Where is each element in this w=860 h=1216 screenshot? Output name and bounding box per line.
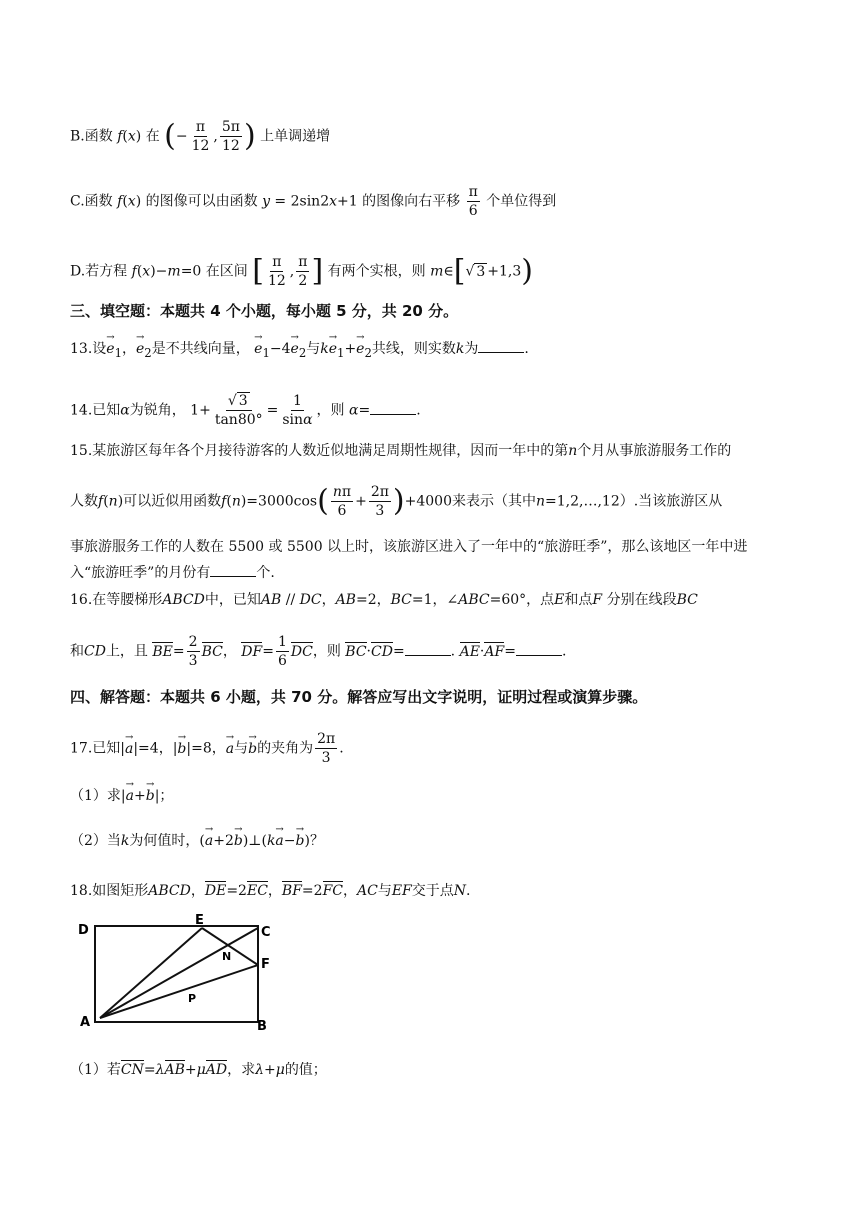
question-16-line-1: 16.在等腰梯形ABCD中，已知AB // DC，AB=2，BC=1，∠ABC=60°，点E和点F 分别在线段BC [70, 592, 698, 608]
q18-p1b: ，求 [227, 1062, 256, 1078]
question-17-part-2: （2）当k为何值时，(→ a+2→ b)⊥(k→ a−→ b)？ [70, 831, 324, 851]
option-c-mid: 的图像可以由函数 [145, 193, 258, 210]
q16-line1c: ，点 [526, 592, 555, 608]
q14-text-c: ，则 [316, 402, 345, 419]
question-18: 18.如图矩形ABCD，DE=2EC，BF=2FC，AC与EF交于点N. [70, 883, 471, 899]
q18-end: . [466, 883, 471, 899]
option-d-mid2: 有两个实根，则 [327, 263, 426, 280]
rectangle-figure [70, 910, 290, 1035]
q18-p1c: 的值； [284, 1062, 327, 1078]
q16-line2c: ，则 [312, 643, 341, 660]
q18-p1a: （1）若 [70, 1062, 121, 1078]
question-15-line-2: 人数f(n)可以近似用函数f(n)=3000cos( $\frac{n\pi}{6}$ + $\frac{2\pi}{3}$ )+4000来表示（其中n=1,2,…,12）.当该旅游区从 [70, 483, 723, 519]
q15-line2a: 人数 [70, 493, 98, 510]
q15-line2c: 来表示（其中 [452, 493, 536, 510]
q13-text-f: 为 [464, 341, 479, 357]
option-d-label: D.若方程 [70, 263, 128, 280]
label-e: E [195, 913, 204, 928]
section-4-heading: 四、解答题：本题共 6 小题，共 70 分。解答应写出文字说明，证明过程或演算步骤。 [70, 688, 648, 706]
q13-text-e: 共线，则实数 [371, 341, 456, 357]
question-15-line-4 [70, 562, 275, 583]
q13-text-a: 13.设 [70, 341, 107, 357]
q15-line2b: 可以近似用函数 [123, 493, 222, 510]
answer-blank [210, 562, 256, 577]
q13-text-c: 是不共线向量， [151, 341, 250, 357]
option-c-label: C.函数 [70, 193, 113, 210]
option-d: D.若方程 f(x)−m=0 在区间 [ $\frac{\pi}{12}$ , $\frac{\pi}{2}$ ] 有两个实根，则 m∈[√ 3 +1,3) [70, 253, 533, 289]
q14-end: . [416, 402, 421, 419]
option-b-label: B.函数 [70, 128, 113, 145]
q17-text-a: 17.已知 [70, 740, 121, 757]
question-18-part-1: （1）若CN=λAB+μAD，求λ+μ的值； [70, 1062, 327, 1078]
q17-p1a: （1）求 [70, 788, 121, 804]
q14-text-b: 为锐角， [129, 402, 186, 419]
q18-text-b: 交于点 [411, 883, 454, 899]
q15-line4a: 入“旅游旺季”的月份有 [70, 565, 211, 581]
question-16-line-2: 和CD上，且 BE= $\frac{2}{3}$ BC， DF= $\frac{1}{6}$ DC，则 BC·CD= . AE·AF= . [70, 634, 567, 669]
q16-line1d: 和点 [564, 592, 593, 608]
q16-line1: 16.在等腰梯形 [70, 592, 163, 608]
q18-text-a: 18.如图矩形 [70, 883, 149, 899]
option-b-tail: 上单调递增 [260, 128, 331, 145]
q15-line2d: ）.当该旅游区从 [619, 493, 723, 510]
option-d-mid: 在区间 [205, 263, 248, 280]
option-c-tail: 个单位得到 [486, 193, 557, 210]
q17-text-b: 的夹角为 [257, 740, 314, 757]
label-f: F [261, 957, 270, 972]
q16-line1e: 分别在线段 [606, 592, 677, 608]
q16-line2b: 上，且 [105, 643, 148, 660]
q15-line4b: 个. [256, 565, 275, 581]
q13-text-b: ， [121, 341, 136, 357]
question-14: 14.已知α为锐角， 1+ $\frac{√ 3}{\tan 80^\circ}$ = $\frac{1}{\sin\alpha}$ ，则 α= . [70, 393, 421, 428]
q15-line1b: 个月从事旅游服务工作的 [577, 443, 732, 459]
label-p: P [188, 992, 197, 1005]
answer-blank [478, 338, 524, 353]
question-17-part-1: （1）求|→ a+→ b|； [70, 786, 173, 806]
label-d: D [78, 923, 89, 938]
section-3-heading: 三、填空题：本题共 4 个小题，每小题 5 分，共 20 分。 [70, 302, 459, 320]
q17-p2a: （2）当 [70, 833, 121, 849]
q13-text-d: 与 [306, 341, 321, 357]
q13-end: . [524, 341, 529, 357]
question-13: 13.设→ $e_1$，→ $e_2$是不共线向量， → $e_1-4\to e_2$与$k\to e_1+\to e_2$共线，则实数k为 . [70, 338, 529, 363]
q17-p2c: ？ [309, 833, 324, 849]
answer-blank [370, 400, 416, 415]
label-c: C [261, 925, 271, 940]
answer-blank [516, 641, 562, 656]
line-ae [100, 928, 202, 1018]
question-15-line-3: 事旅游服务工作的人数在 5500 或 5500 以上时，该旅游区进入了一年中的“旅游旺季”，那么该地区一年中进 [70, 539, 748, 555]
option-b: B.函数 f(x) 在 (− $\frac{\pi}{12}$ , $\frac{5\pi}{12}$ ) 上单调递增 [70, 118, 331, 154]
q16-line2a: 和 [70, 643, 84, 660]
answer-blank [405, 641, 451, 656]
option-c-mid2: 的图像向右平移 [362, 193, 461, 210]
option-b-mid: 在 [145, 128, 160, 145]
label-n: N [222, 950, 232, 963]
question-17: 17.已知|→ a|=4，|→ b|=8，→ a与→ b的夹角为 $\frac{2\pi}{3}$ . [70, 730, 344, 767]
q16-line1b: 中，已知 [204, 592, 261, 608]
option-c: C.函数 f(x) 的图像可以由函数 y = 2sin2x+1 的图像向右平移 $\frac{\pi}{6}$ 个单位得到 [70, 184, 557, 219]
q15-line1: 15.某旅游区每年各个月接待游客的人数近似地满足周期性规律，因而一年中的第 [70, 443, 569, 459]
label-b: B [257, 1019, 267, 1034]
label-a: A [80, 1015, 91, 1030]
q17-p2b: 为何值时， [129, 833, 200, 849]
question-15-line-1: 15.某旅游区每年各个月接待游客的人数近似地满足周期性规律，因而一年中的第n个月从事旅游服务工作的 [70, 443, 732, 459]
q14-text-a: 14.已知 [70, 402, 121, 419]
